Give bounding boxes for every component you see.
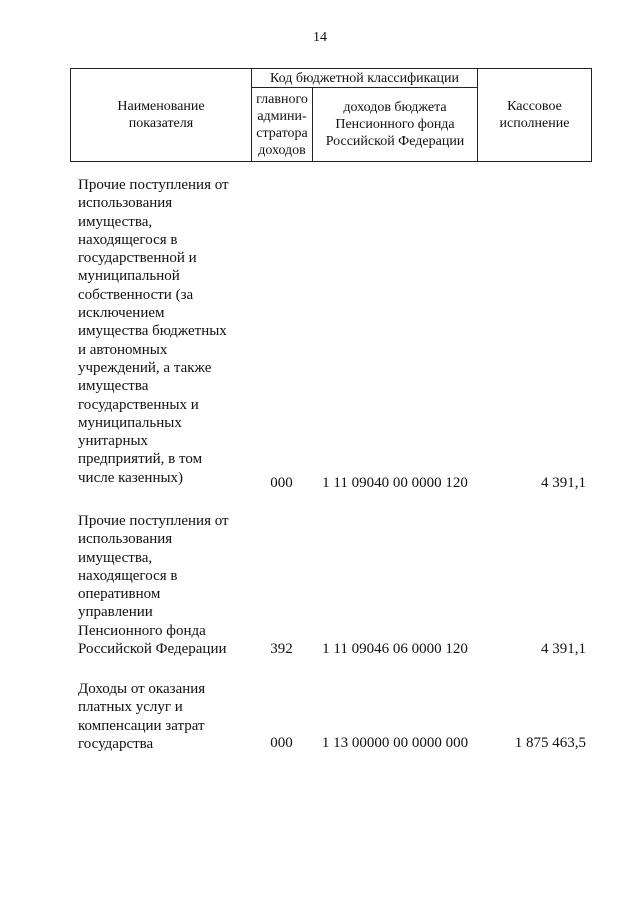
name-line: использования (78, 531, 173, 548)
name-line: государственной и (78, 250, 197, 267)
header-budget-code-group: Код бюджетной классификации (252, 69, 478, 88)
name-line: числе казенных) (78, 469, 184, 486)
name-line: исключением (78, 305, 165, 322)
name-line: Пенсионного фонда (78, 622, 206, 639)
header-text-line: стратора (256, 125, 308, 141)
cash-value: 4 391,1 (541, 475, 586, 491)
header-text-line: доходов бюджета (343, 100, 447, 115)
header-text-line: Пенсионного фонда (335, 117, 455, 132)
header-text-line: показателя (128, 116, 194, 131)
name-line: имущества (78, 378, 149, 395)
name-line: и автономных (78, 341, 168, 358)
name-line: Российской Федерации (78, 641, 227, 658)
header-text-line: главного (256, 91, 308, 107)
admin-code: 000 (270, 735, 293, 751)
header-chief-administrator (252, 88, 313, 161)
header-indicator-name (71, 69, 252, 161)
name-line: имущества, (78, 213, 153, 230)
income-code: 1 11 09040 00 0000 120 (322, 475, 468, 491)
admin-code: 000 (270, 475, 293, 491)
name-line: использования (78, 195, 173, 212)
name-line: компенсации затрат (78, 717, 205, 734)
name-line: управлении (78, 604, 153, 621)
name-line: учреждений, а также (78, 359, 212, 376)
table-header (70, 68, 592, 162)
name-line: унитарных (78, 433, 149, 450)
indicator-name (78, 176, 253, 487)
header-text-line: админи- (257, 108, 307, 124)
header-text-line: исполнение (499, 116, 570, 131)
income-code: 1 11 09046 06 0000 120 (322, 641, 468, 657)
name-line: Прочие поступления от (78, 513, 229, 529)
header-pension-fund-income (313, 88, 478, 161)
header-text-line: доходов (258, 142, 306, 158)
name-line: оперативном (78, 586, 161, 603)
name-line: находящегося в (78, 231, 178, 248)
name-line: собственности (за (78, 286, 194, 303)
name-line: государства (78, 735, 154, 752)
name-line: Прочие поступления от (78, 177, 229, 193)
name-line: муниципальных (78, 414, 182, 431)
indicator-name (78, 680, 253, 753)
income-code: 1 13 00000 00 0000 000 (321, 735, 469, 751)
header-text-line: Наименование (117, 99, 205, 114)
name-line: государственных и (78, 396, 199, 413)
cash-value: 4 391,1 (541, 641, 586, 657)
name-line: платных услуг и (78, 699, 183, 716)
name-line: предприятий, в том (78, 451, 203, 468)
name-line: находящегося в (78, 567, 178, 584)
name-line: муниципальной (78, 268, 180, 285)
name-line: имущества бюджетных (78, 323, 227, 340)
admin-code: 392 (270, 641, 293, 657)
cash-value: 1 875 463,5 (514, 735, 586, 751)
name-line: Доходы от оказания (78, 681, 206, 697)
name-line: имущества, (78, 549, 153, 566)
page-number: 14 (313, 30, 327, 45)
indicator-name (78, 512, 253, 658)
header-text-line: Кассовое (507, 99, 562, 114)
header-cash-execution (478, 69, 591, 161)
header-text-line: Российской Федерации (325, 134, 465, 149)
